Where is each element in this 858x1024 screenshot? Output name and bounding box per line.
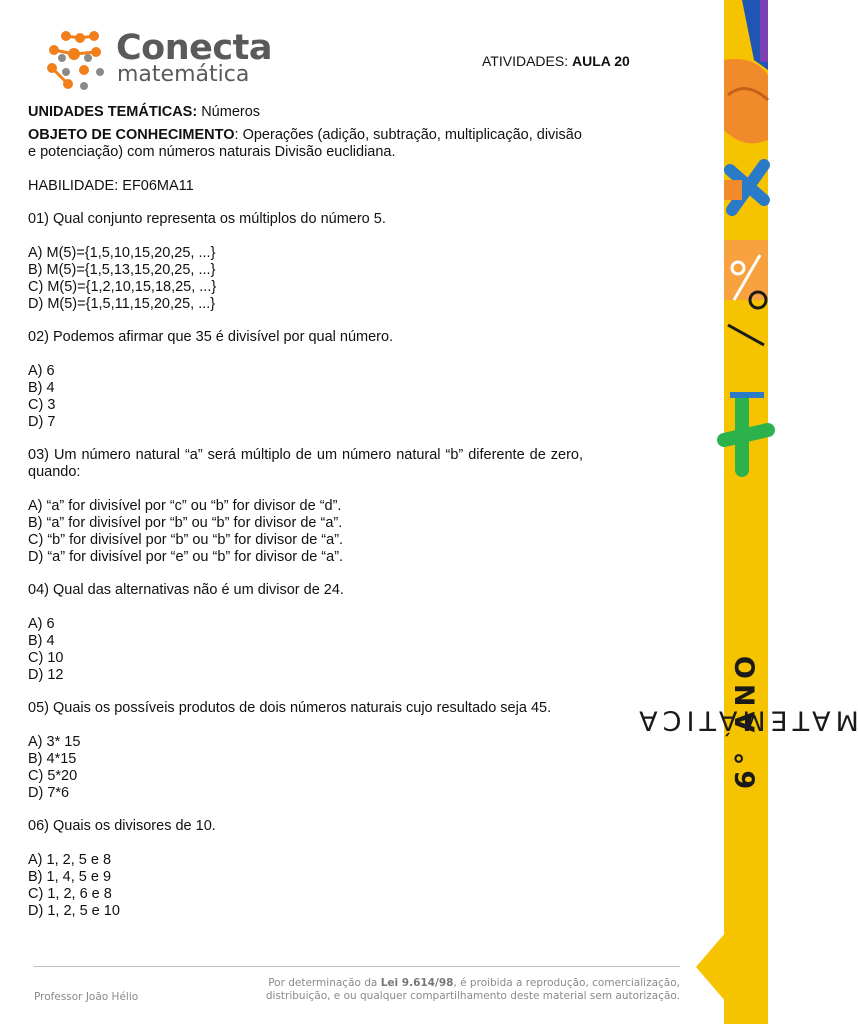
logo-subtitle: matemática xyxy=(117,62,250,87)
question-block xyxy=(28,211,583,329)
worksheet-content xyxy=(28,104,583,920)
question-block xyxy=(28,447,583,582)
conecta-matematica-logo xyxy=(44,26,272,96)
answer-option: B) 4 xyxy=(28,632,55,649)
answer-option: B) 4 xyxy=(28,379,55,396)
answer-option: C) 5*20 xyxy=(28,767,78,784)
answer-option: D) 12 xyxy=(28,666,64,683)
answer-option: B) 1, 4, 5 e 9 xyxy=(28,868,112,885)
answer-option: D) 1, 2, 5 e 10 xyxy=(28,902,120,919)
answer-option: C) 1, 2, 6 e 8 xyxy=(28,885,112,902)
answer-option: D) “a” for divisível por “e” ou “b” for divisor de “a”. xyxy=(28,548,344,565)
answer-option: A) 3* 15 xyxy=(28,733,81,750)
grade-label: 6° ANO xyxy=(730,650,762,790)
question-list xyxy=(28,211,583,920)
unidades-tematicas: UNIDADES TEMÁTICAS: Números xyxy=(28,104,261,120)
question-block xyxy=(28,818,583,920)
sidebar-arrow-icon xyxy=(696,932,726,1002)
answer-option: D) 7 xyxy=(28,413,56,430)
answer-option: C) 3 xyxy=(28,396,56,413)
question-text: 02) Podemos afirmar que 35 é divisível por qual número. xyxy=(28,329,394,345)
question-text: 03) Um número natural “a” será múltiplo de um número natural “b” diferente de zero, quando: xyxy=(28,447,583,480)
answer-option: C) “b” for divisível por “b” ou “b” for divisor de “a”. xyxy=(28,531,344,548)
footer-copyright-notice: Por determinação da Lei 9.614/98, é proibida a reprodução, comercialização, distribuição, e ou qualquer compartilhamento deste material sem autorização. xyxy=(265,977,680,1002)
footer-divider xyxy=(34,966,680,967)
logo-title: Conecta xyxy=(116,28,272,68)
question-text: 06) Quais os divisores de 10. xyxy=(28,818,216,834)
math-symbols-decoration xyxy=(724,0,768,520)
answer-option: A) M(5)={1,5,10,15,20,25, ...} xyxy=(28,244,216,261)
answer-option: D) 7*6 xyxy=(28,784,70,801)
answer-option: A) “a” for divisível por “c” ou “b” for divisor de “d”. xyxy=(28,497,342,514)
habilidade: HABILIDADE: EF06MA11 xyxy=(28,177,194,194)
answer-option: B) M(5)={1,5,13,15,20,25, ...} xyxy=(28,261,216,278)
question-block xyxy=(28,582,583,700)
activity-value: AULA 20 xyxy=(571,53,630,69)
logo-dots-icon xyxy=(44,28,114,94)
grade-label-vertical xyxy=(633,525,858,915)
question-block xyxy=(28,329,583,447)
answer-option: D) M(5)={1,5,11,15,20,25, ...} xyxy=(28,295,216,312)
objeto-conhecimento: OBJETO DE CONHECIMENTO: Operações (adição, subtração, multiplicação, divisão e potenciação) com números naturais Divisão euclidiana. xyxy=(28,127,582,160)
question-block xyxy=(28,700,583,818)
question-text: 04) Qual das alternativas não é um divisor de 24. xyxy=(28,582,344,598)
question-text: 05) Quais os possíveis produtos de dois números naturais cujo resultado seja 45. xyxy=(28,700,552,716)
answer-option: A) 6 xyxy=(28,362,55,379)
answer-option: C) 10 xyxy=(28,649,64,666)
question-text: 01) Qual conjunto representa os múltiplos do número 5. xyxy=(28,211,386,227)
answer-option: B) “a” for divisível por “b” ou “b” for divisor de “a”. xyxy=(28,514,343,531)
answer-option: C) M(5)={1,2,10,15,18,25, ...} xyxy=(28,278,217,295)
footer-professor: Professor João Hélio xyxy=(34,991,139,1003)
activity-label: ATIVIDADES: xyxy=(482,53,572,69)
activity-header xyxy=(482,53,630,69)
answer-option: A) 1, 2, 5 e 8 xyxy=(28,851,112,868)
subject-label: MATEMÁTICA xyxy=(633,704,858,736)
answer-option: B) 4*15 xyxy=(28,750,77,767)
answer-option: A) 6 xyxy=(28,615,55,632)
